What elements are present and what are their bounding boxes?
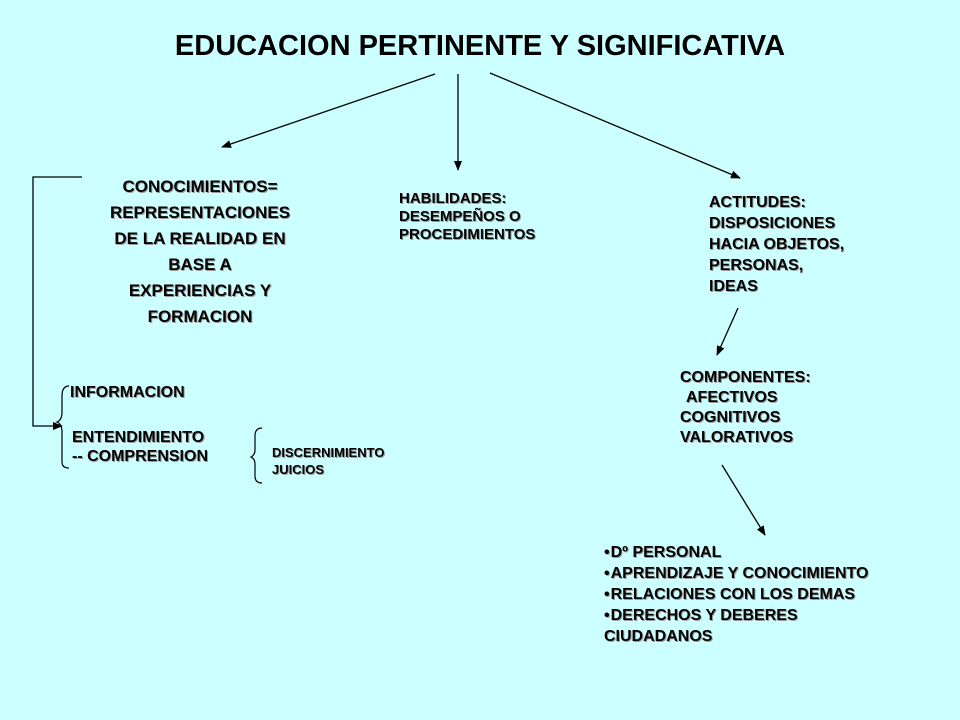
attitudes-line: PERSONAS, bbox=[709, 257, 804, 274]
arrow-to-attitudes bbox=[490, 73, 740, 178]
discernment-line: DISCERNIMIENTO bbox=[272, 445, 385, 460]
understanding-line: ENTENDIMIENTO bbox=[72, 429, 205, 446]
arrow-to-knowledge bbox=[222, 74, 435, 147]
diagram-title: EDUCACION PERTINENTE Y SIGNIFICATIVA bbox=[174, 30, 786, 62]
outcome-item: • Dº PERSONAL bbox=[604, 542, 868, 563]
components-heading: COMPONENTES: bbox=[680, 369, 811, 386]
component-item: VALORATIVOS bbox=[680, 429, 794, 446]
component-item: COGNITIVOS bbox=[680, 409, 781, 426]
arrow-to-components bbox=[717, 308, 738, 355]
understanding-line: -- COMPRENSION bbox=[72, 448, 208, 465]
arrow-to-outcomes bbox=[722, 465, 765, 535]
knowledge-bracket bbox=[57, 386, 69, 468]
discernment-line: JUICIOS bbox=[272, 462, 325, 477]
info-node: INFORMACION bbox=[70, 384, 185, 401]
attitudes-line: HACIA OBJETOS, bbox=[709, 236, 845, 253]
outcome-item: • RELACIONES CON LOS DEMAS bbox=[604, 584, 868, 605]
components-node bbox=[680, 368, 811, 448]
attitudes-line: DISPOSICIONES bbox=[709, 215, 836, 232]
component-item: AFECTIVOS bbox=[686, 389, 778, 406]
skills-line: DESEMPEÑOS O bbox=[399, 208, 521, 225]
skills-line: HABILIDADES: bbox=[399, 190, 507, 207]
outcome-item: • APRENDIZAJE Y CONOCIMIENTO bbox=[604, 563, 868, 584]
understanding-bracket bbox=[251, 428, 262, 483]
knowledge-line: BASE A bbox=[168, 255, 232, 274]
knowledge-line: DE LA REALIDAD EN bbox=[114, 229, 286, 248]
skills-node bbox=[399, 190, 535, 244]
outcomes-list bbox=[604, 542, 868, 647]
attitudes-line: IDEAS bbox=[709, 278, 758, 295]
outcome-continuation: CIUDADANOS bbox=[604, 628, 713, 645]
knowledge-line: REPRESENTACIONES bbox=[109, 203, 291, 222]
knowledge-line: CONOCIMIENTOS= bbox=[122, 177, 278, 196]
knowledge-line: EXPERIENCIAS Y bbox=[128, 281, 272, 300]
outcome-item: • DERECHOS Y DEBERES bbox=[604, 605, 868, 626]
knowledge-node bbox=[80, 174, 320, 330]
understanding-node bbox=[72, 428, 208, 466]
discernment-node bbox=[272, 444, 384, 478]
attitudes-line: ACTITUDES: bbox=[709, 194, 806, 211]
skills-line: PROCEDIMIENTOS bbox=[399, 226, 536, 243]
knowledge-line: FORMACION bbox=[147, 307, 253, 326]
attitudes-node bbox=[709, 192, 844, 297]
